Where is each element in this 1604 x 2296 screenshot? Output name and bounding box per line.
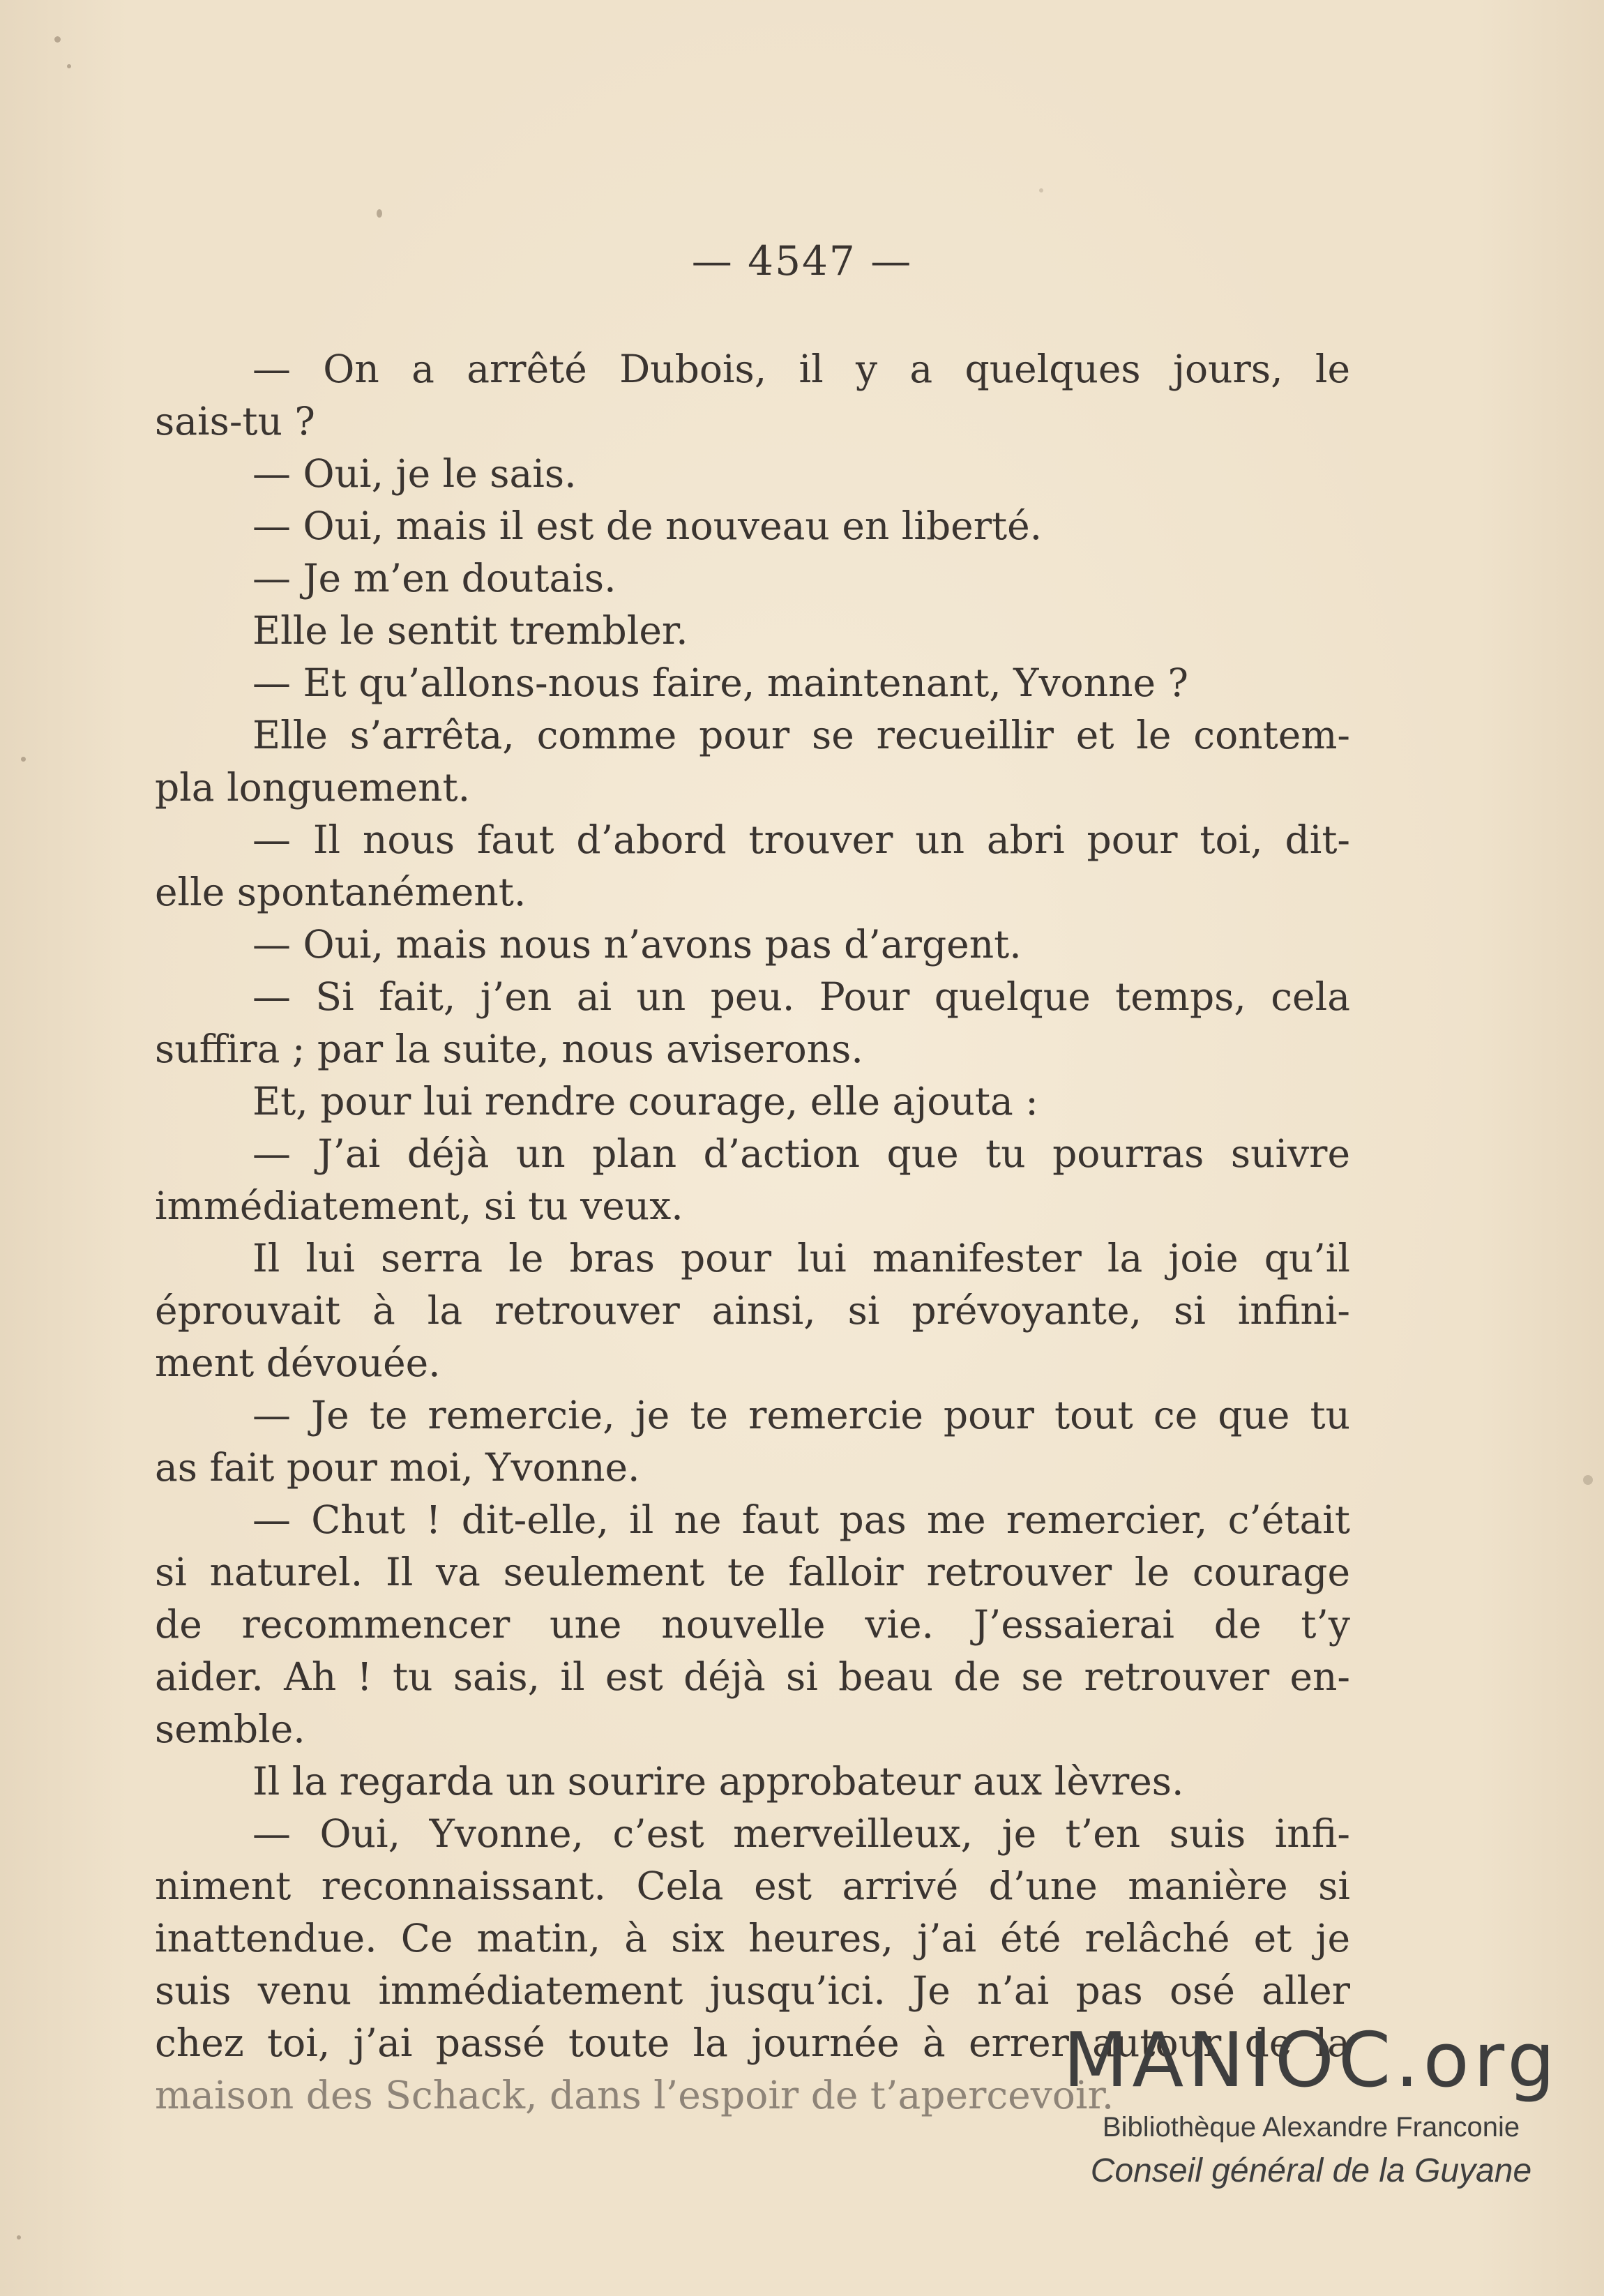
text-line: ment dévouée. xyxy=(155,1340,441,1385)
text-line: — Et qu’allons-nous faire, maintenant, Yvonne ? xyxy=(252,660,1189,705)
text-line: — Oui, je le sais. xyxy=(252,451,577,496)
paper-speck xyxy=(1583,1475,1593,1485)
text-line: — Chut ! dit-elle, il ne faut pas me remercier, c’était xyxy=(252,1497,1350,1542)
paper-speck xyxy=(54,36,61,43)
text-line: chez toi, j’ai passé toute la journée à errer autour de la xyxy=(155,2021,1350,2065)
text-line: — Je m’en doutais. xyxy=(252,556,616,601)
text-line: niment reconnaissant. Cela est arrivé d’une manière si xyxy=(155,1864,1350,1908)
text-line: suis venu immédiatement jusqu’ici. Je n’ai pas osé aller xyxy=(155,1968,1350,2013)
manioc-watermark xyxy=(1060,2016,1562,2194)
council-name: Conseil général de la Guyane xyxy=(1090,2152,1532,2189)
text-line: — Oui, mais nous n’avons pas d’argent. xyxy=(252,922,1022,967)
text-line: — Je te remercie, je te remercie pour tout ce que tu xyxy=(252,1393,1350,1437)
text-line: — J’ai déjà un plan d’action que tu pourras suivre xyxy=(252,1131,1350,1176)
text-line: as fait pour moi, Yvonne. xyxy=(155,1445,640,1490)
text-line: sais-tu ? xyxy=(155,399,315,444)
body-text xyxy=(155,343,1350,2122)
library-name: Bibliothèque Alexandre Franconie xyxy=(1102,2112,1520,2143)
text-line: — On a arrêté Dubois, il y a quelques jours, le xyxy=(252,347,1350,391)
paper-speck xyxy=(377,209,382,218)
text-line: éprouvait à la retrouver ainsi, si prévoyante, si infini- xyxy=(155,1288,1350,1333)
manioc-logo: MANIOC.org xyxy=(1063,2017,1559,2104)
text-line: immédiatement, si tu veux. xyxy=(155,1184,683,1228)
paper-speck xyxy=(67,64,71,68)
text-line: maison des Schack, dans l’espoir de t’apercevoir. xyxy=(155,2073,1114,2117)
text-line: elle spontanément. xyxy=(155,870,527,914)
text-line: — Il nous faut d’abord trouver un abri pour toi, dit- xyxy=(252,817,1350,862)
text-line: Il lui serra le bras pour lui manifester la joie qu’il xyxy=(252,1236,1350,1281)
page-number: — 4547 — xyxy=(691,237,913,285)
text-line: semble. xyxy=(155,1707,305,1751)
text-line: de recommencer une nouvelle vie. J’essaierai de t’y xyxy=(155,1602,1350,1647)
text-line: — Oui, mais il est de nouveau en liberté. xyxy=(252,504,1043,548)
text-line: Il la regarda un sourire approbateur aux lèvres. xyxy=(252,1759,1184,1804)
text-line: Elle s’arrêta, comme pour se recueillir et le contem- xyxy=(252,713,1350,757)
text-line: si naturel. Il va seulement te falloir retrouver le courage xyxy=(155,1550,1350,1594)
text-line: suffira ; par la suite, nous aviserons. xyxy=(155,1027,863,1071)
text-line: — Si fait, j’en ai un peu. Pour quelque temps, cela xyxy=(252,974,1350,1019)
text-line: Elle le sentit trembler. xyxy=(252,608,688,653)
paper-speck xyxy=(1039,188,1043,192)
text-line: aider. Ah ! tu sais, il est déjà si beau de se retrouver en- xyxy=(155,1654,1350,1699)
text-line: Et, pour lui rendre courage, elle ajouta : xyxy=(252,1079,1038,1124)
text-line: inattendue. Ce matin, à six heures, j’ai été relâché et je xyxy=(155,1916,1350,1961)
text-line: — Oui, Yvonne, c’est merveilleux, je t’en suis infi- xyxy=(252,1811,1350,1856)
text-line: pla longuement. xyxy=(155,765,471,810)
paper-speck xyxy=(21,757,26,762)
paper-speck xyxy=(17,2235,21,2240)
